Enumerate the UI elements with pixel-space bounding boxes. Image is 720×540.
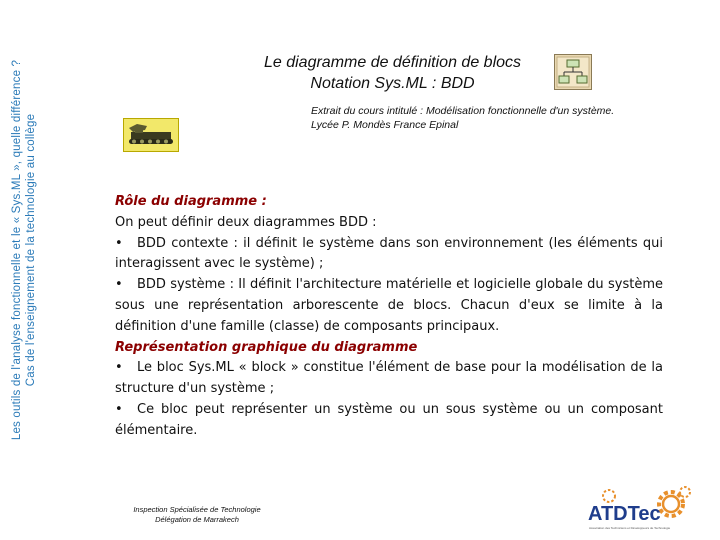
bullet-text: BDD système : Il définit l'architecture matérielle et logicielle globale du système sous une représentation arborescente de blocs. Chacun d'eux se limite à la définition d'une famille (classe) de composants principaux. xyxy=(115,277,663,334)
bullet-bdd-system xyxy=(115,275,663,337)
source-citation-line2: Lycée P. Mondès France Epinal xyxy=(311,119,459,131)
footer-line1: Inspection Spécialisée de Technologie xyxy=(133,505,261,514)
logo-tagline: Association des Techniciens et Développeurs de Technologie xyxy=(589,526,671,530)
page-title-line1: Le diagramme de définition de blocs xyxy=(263,54,522,71)
sidebar-band xyxy=(10,0,80,540)
intro-text: On peut définir deux diagrammes BDD : xyxy=(115,214,377,230)
bullet-bdd-context xyxy=(115,234,663,276)
sidebar-vertical-title xyxy=(10,0,38,500)
source-citation xyxy=(311,104,706,132)
bullet-marker: • xyxy=(115,277,123,293)
section-heading-role: Rôle du diagramme : xyxy=(115,194,267,209)
atdtec-logo xyxy=(585,484,691,534)
footer-credit xyxy=(112,505,282,525)
bullet-block-scope xyxy=(115,400,663,442)
bullet-text: Ce bloc peut représenter un système ou un sous système ou un composant élémentaire. xyxy=(115,401,663,438)
block-diagram-icon xyxy=(554,54,592,90)
page-title xyxy=(220,52,565,94)
logo-wordmark: ATDTec xyxy=(588,503,661,525)
bullet-text: BDD contexte : il définit le système dans son environnement (les éléments qui interagissent avec le système) ; xyxy=(115,235,663,272)
main-content xyxy=(115,192,663,442)
bullet-marker: • xyxy=(115,360,123,376)
bullet-marker: • xyxy=(115,235,123,251)
bullet-block-element xyxy=(115,358,663,400)
source-citation-line1: Extrait du cours intitulé : Modélisation fonctionnelle d'un système. xyxy=(311,105,615,117)
footer-line2: Délégation de Marrakech xyxy=(155,515,239,524)
sidebar-title-line1: Les outils de l'analyse fonctionnelle et le « Sys.ML », quelle différence ? xyxy=(11,59,23,441)
bullet-marker: • xyxy=(115,401,123,417)
page-title-line2: Notation Sys.ML : BDD xyxy=(310,75,475,92)
robot-vehicle-icon xyxy=(123,118,179,152)
bullet-text: Le bloc Sys.ML « block » constitue l'élément de base pour la modélisation de la structure d'un système ; xyxy=(115,360,663,397)
sidebar-title-line2: Cas de l'enseignement de la technologie au collège xyxy=(25,113,37,387)
section-heading-representation: Représentation graphique du diagramme xyxy=(115,339,418,355)
